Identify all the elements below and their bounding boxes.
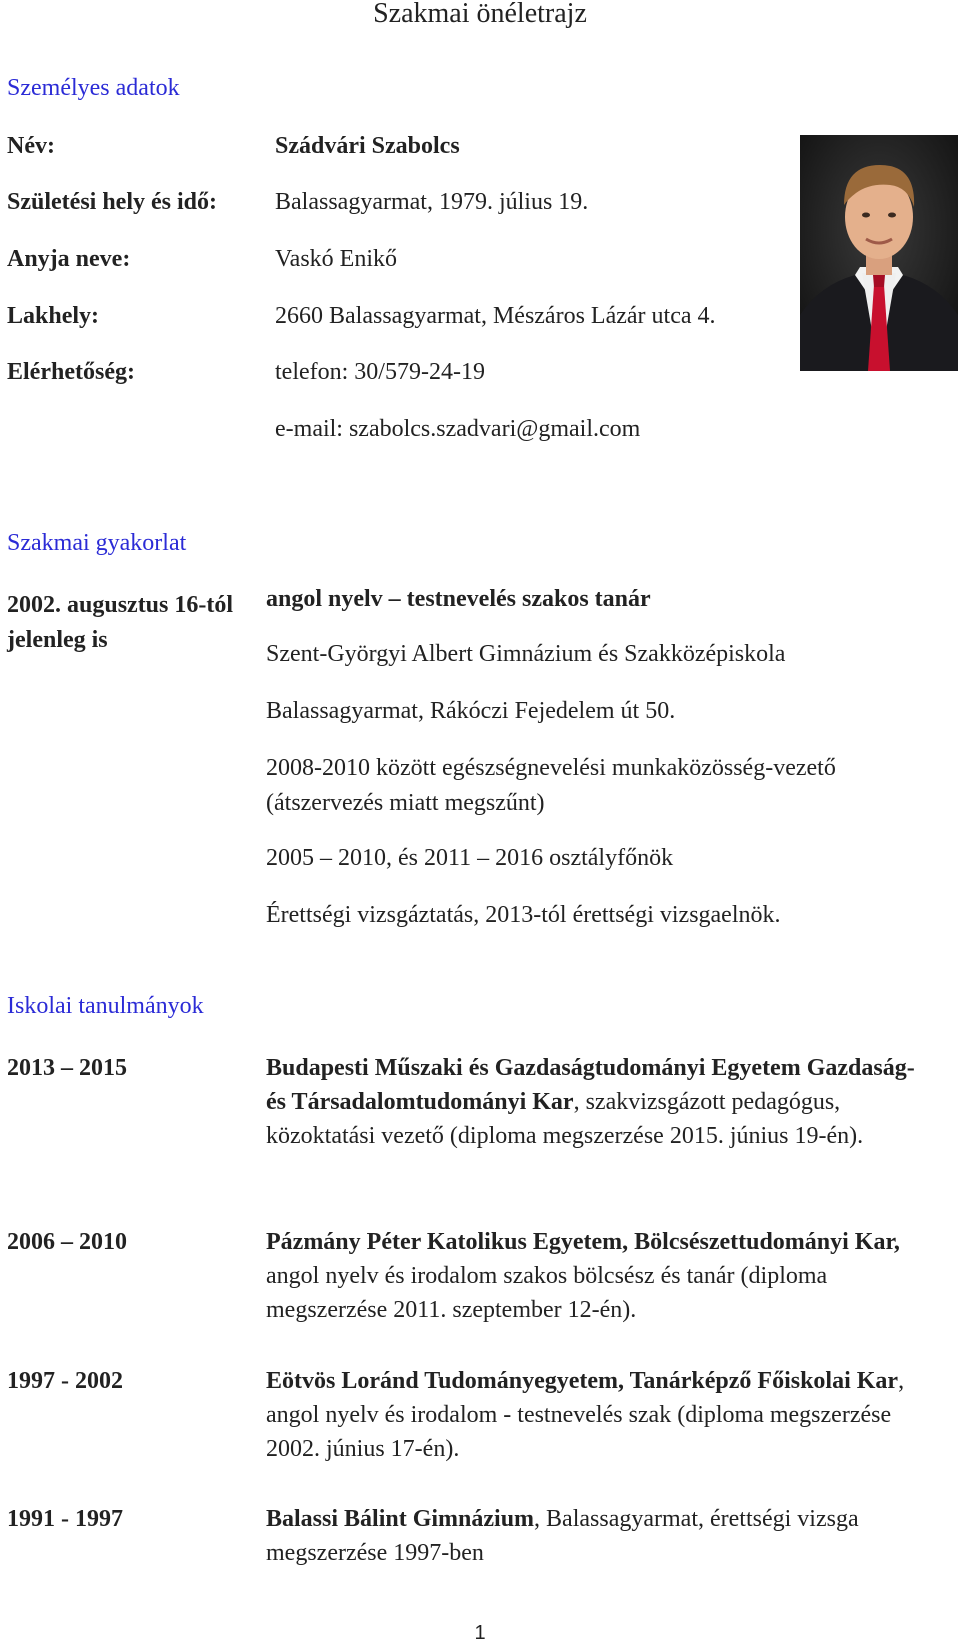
section-heading-education: Iskolai tanulmányok (7, 993, 204, 1019)
section-heading-experience: Szakmai gyakorlat (7, 530, 187, 556)
education-entry (266, 1225, 916, 1327)
value-mother: Vaskó Enikő (275, 246, 397, 272)
experience-role-line-2: (átszervezés miatt megszűnt) (266, 790, 545, 816)
experience-role-2: 2005 – 2010, és 2011 – 2016 osztályfőnök (266, 845, 674, 871)
section-heading-personal: Személyes adatok (7, 75, 180, 101)
education-institution: Budapesti Műszaki és Gazdaságtudományi Egyetem Gazdaság- és Társadalomtudományi Kar (266, 1055, 915, 1115)
experience-address: Balassagyarmat, Rákóczi Fejedelem út 50. (266, 698, 676, 724)
document-title: Szakmai önéletrajz (373, 0, 587, 29)
page-number: 1 (474, 1622, 486, 1644)
education-entry (266, 1051, 916, 1153)
education-details: , Balassagyarmat, érettségi vizsga megszerzése 1997-ben (266, 1506, 859, 1566)
value-birth: Balassagyarmat, 1979. július 19. (275, 189, 589, 215)
education-institution: Balassi Bálint Gimnázium (266, 1506, 535, 1532)
experience-school: Szent-Györgyi Albert Gimnázium és Szakközépiskola (266, 641, 786, 667)
label-mother: Anyja neve: (7, 246, 131, 272)
experience-role-3: Érettségi vizsgáztatás, 2013-tól érettségi vizsgaelnök. (266, 902, 781, 928)
value-address: 2660 Balassagyarmat, Mészáros Lázár utca 4. (275, 303, 716, 329)
education-details: angol nyelv és irodalom szakos bölcsész és tanár (diploma megszerzése 2011. szeptember 12-én). (266, 1263, 828, 1323)
value-name: Szádvári Szabolcs (275, 133, 460, 159)
experience-role-line-1: 2008-2010 között egészségnevelési munkaközösség-vezető (266, 755, 836, 781)
education-entry (266, 1502, 916, 1570)
experience-position: angol nyelv – testnevelés szakos tanár (266, 586, 651, 612)
education-entry (266, 1364, 916, 1466)
education-years: 1991 - 1997 (7, 1506, 123, 1532)
education-years: 2006 – 2010 (7, 1229, 127, 1255)
label-contact: Elérhetőség: (7, 359, 135, 385)
education-details: , szakvizsgázott pedagógus, közoktatási vezető (diploma megszerzése 2015. június 19-én). (266, 1089, 864, 1149)
education-details: , angol nyelv és irodalom - testnevelés szak (diploma megszerzése 2002. június 17-én). (266, 1368, 905, 1462)
value-email: e-mail: szabolcs.szadvari@gmail.com (275, 416, 641, 442)
label-name: Név: (7, 133, 55, 159)
value-phone: telefon: 30/579-24-19 (275, 359, 485, 385)
label-address: Lakhely: (7, 303, 100, 329)
label-birth: Születési hely és idő: (7, 189, 217, 215)
experience-date: 2002. augusztus 16-tól jelenleg is (7, 592, 234, 653)
education-years: 1997 - 2002 (7, 1368, 123, 1394)
education-years: 2013 – 2015 (7, 1055, 127, 1081)
education-institution: Pázmány Péter Katolikus Egyetem, Bölcsészettudományi Kar, (266, 1229, 900, 1255)
education-institution: Eötvös Loránd Tudományegyetem, Tanárképző Főiskolai Kar (266, 1368, 899, 1394)
portrait-photo (800, 135, 958, 371)
